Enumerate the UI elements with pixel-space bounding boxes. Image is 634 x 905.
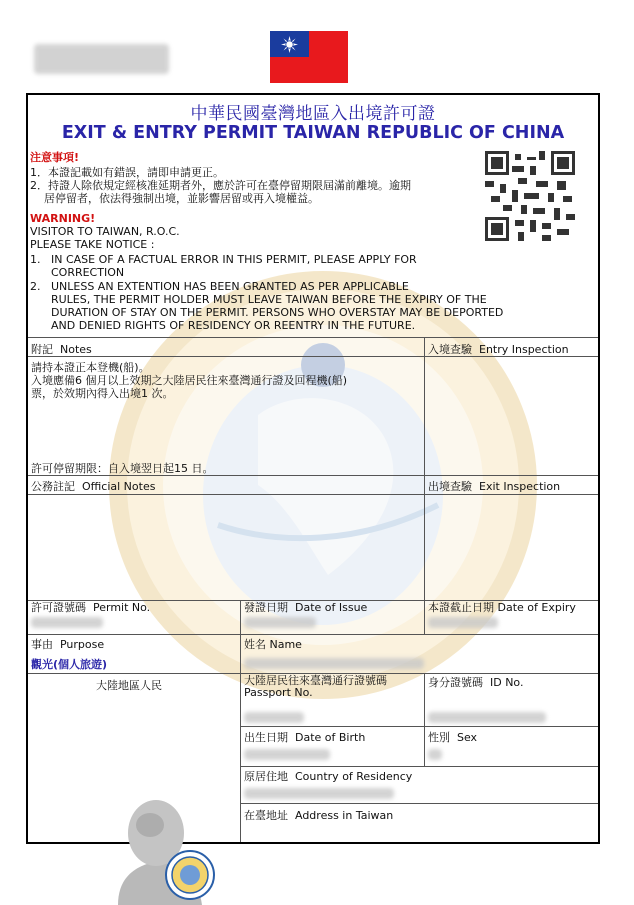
- date-of-birth-value-redacted: [244, 749, 330, 760]
- date-of-issue-value-redacted: [244, 617, 316, 628]
- warning-line-4a: 2. UNLESS AN EXTENTION HAS BEEN GRANTED AS PER APPLICABLE: [30, 280, 409, 293]
- notice-chinese-1: 1．本證記載如有錯誤，請即申請更正。: [30, 166, 224, 179]
- warning-line-4d: AND DENIED RIGHTS OF RESIDENCY OR REENTRY IN THE FUTURE.: [30, 319, 416, 332]
- country-of-residency-value-redacted: [244, 788, 394, 799]
- date-of-issue-label: 發證日期 Date of Issue: [244, 601, 368, 614]
- grid-line: [240, 766, 598, 767]
- notes-line-1: 請持本證正本登機(船)。: [31, 361, 150, 374]
- permit-no-value-redacted: [31, 617, 103, 628]
- grid-line: [424, 600, 425, 634]
- grid-line: [424, 337, 425, 600]
- entry-inspection-label: 入境查驗 Entry Inspection: [428, 343, 569, 356]
- country-of-residency-label: 原居住地 Country of Residency: [244, 770, 413, 783]
- white-sun-icon: [281, 36, 298, 53]
- grid-line: [240, 726, 598, 727]
- official-notes-label: 公務註記 Official Notes: [31, 480, 156, 493]
- passport-label-english: Passport No.: [244, 686, 313, 699]
- grid-line: [240, 600, 241, 842]
- notice-chinese-2a: 2．持證人除依規定經核准延期者外，應於許可在臺停留期限屆滿前離境。逾期: [30, 179, 411, 192]
- warning-line-2: PLEASE TAKE NOTICE :: [30, 238, 155, 251]
- notice-chinese-2b: 居停留者，依法得強制出境，並影響居留或再入境權益。: [30, 192, 319, 205]
- purpose-label: 事由 Purpose: [31, 638, 105, 651]
- warning-line-3a: 1. IN CASE OF A FACTUAL ERROR IN THIS PERMIT, PLEASE APPLY FOR: [30, 253, 417, 266]
- address-in-taiwan-label: 在臺地址 Address in Taiwan: [244, 809, 394, 822]
- name-label: 姓名 Name: [244, 638, 302, 651]
- exit-inspection-label: 出境查驗 Exit Inspection: [428, 480, 561, 493]
- roc-flag: [270, 31, 348, 83]
- sex-value-redacted: [428, 749, 442, 760]
- id-no-value-redacted: [428, 712, 546, 723]
- warning-line-4c: DURATION OF STAY ON THE PERMIT. PERSONS WHO OVERSTAY MAY BE DEPORTED: [30, 306, 504, 319]
- notes-line-3: 票，於效期內得入出境1 次。: [31, 387, 174, 400]
- title-chinese: 中華民國臺灣地區入出境許可證: [190, 104, 436, 124]
- notes-label: 附記 Notes: [31, 343, 92, 356]
- grid-line: [28, 634, 598, 635]
- holder-photo-redacted: [98, 795, 218, 905]
- flag-canton: [270, 31, 309, 57]
- name-value-redacted: [244, 658, 424, 669]
- passport-label-chinese: 大陸居民往來臺灣通行證號碼: [244, 674, 387, 687]
- warning-heading: WARNING!: [30, 212, 96, 225]
- qr-code: [485, 151, 575, 241]
- passport-no-value-redacted: [244, 712, 304, 723]
- sex-label: 性別 Sex: [428, 731, 478, 744]
- purpose-value: 觀光(個人旅遊): [31, 658, 108, 671]
- grid-line: [240, 803, 598, 804]
- grid-line: [28, 337, 598, 338]
- warning-line-4b: RULES, THE PERMIT HOLDER MUST LEAVE TAIWAN BEFORE THE EXPIRY OF THE: [30, 293, 487, 306]
- permit-document: [26, 93, 600, 844]
- blurred-agency-text: [34, 44, 169, 74]
- stay-limit: 許可停留期限：自入境翌日起15 日。: [31, 462, 214, 475]
- agency-seal-icon: [166, 851, 214, 899]
- grid-line: [424, 673, 425, 766]
- title-english: EXIT & ENTRY PERMIT TAIWAN REPUBLIC OF CHINA: [61, 123, 565, 143]
- permit-no-label: 許可證號碼 Permit No.: [31, 601, 151, 614]
- warning-line-3b: CORRECTION: [30, 266, 125, 279]
- date-of-birth-label: 出生日期 Date of Birth: [244, 731, 366, 744]
- date-of-expiry-label: 本證截止日期 Date of Expiry: [428, 601, 576, 614]
- notice-heading-chinese: 注意事項!: [30, 151, 80, 164]
- mainland-resident-label: 大陸地區人民: [96, 679, 162, 692]
- id-no-label: 身分證號碼 ID No.: [428, 676, 524, 689]
- date-of-expiry-value-redacted: [428, 617, 498, 628]
- grid-line: [28, 494, 598, 495]
- warning-line-1: VISITOR TO TAIWAN, R.O.C.: [30, 225, 180, 238]
- notes-line-2: 入境應備6 個月以上效期之大陸居民往來臺灣通行證及回程機(船): [31, 374, 348, 387]
